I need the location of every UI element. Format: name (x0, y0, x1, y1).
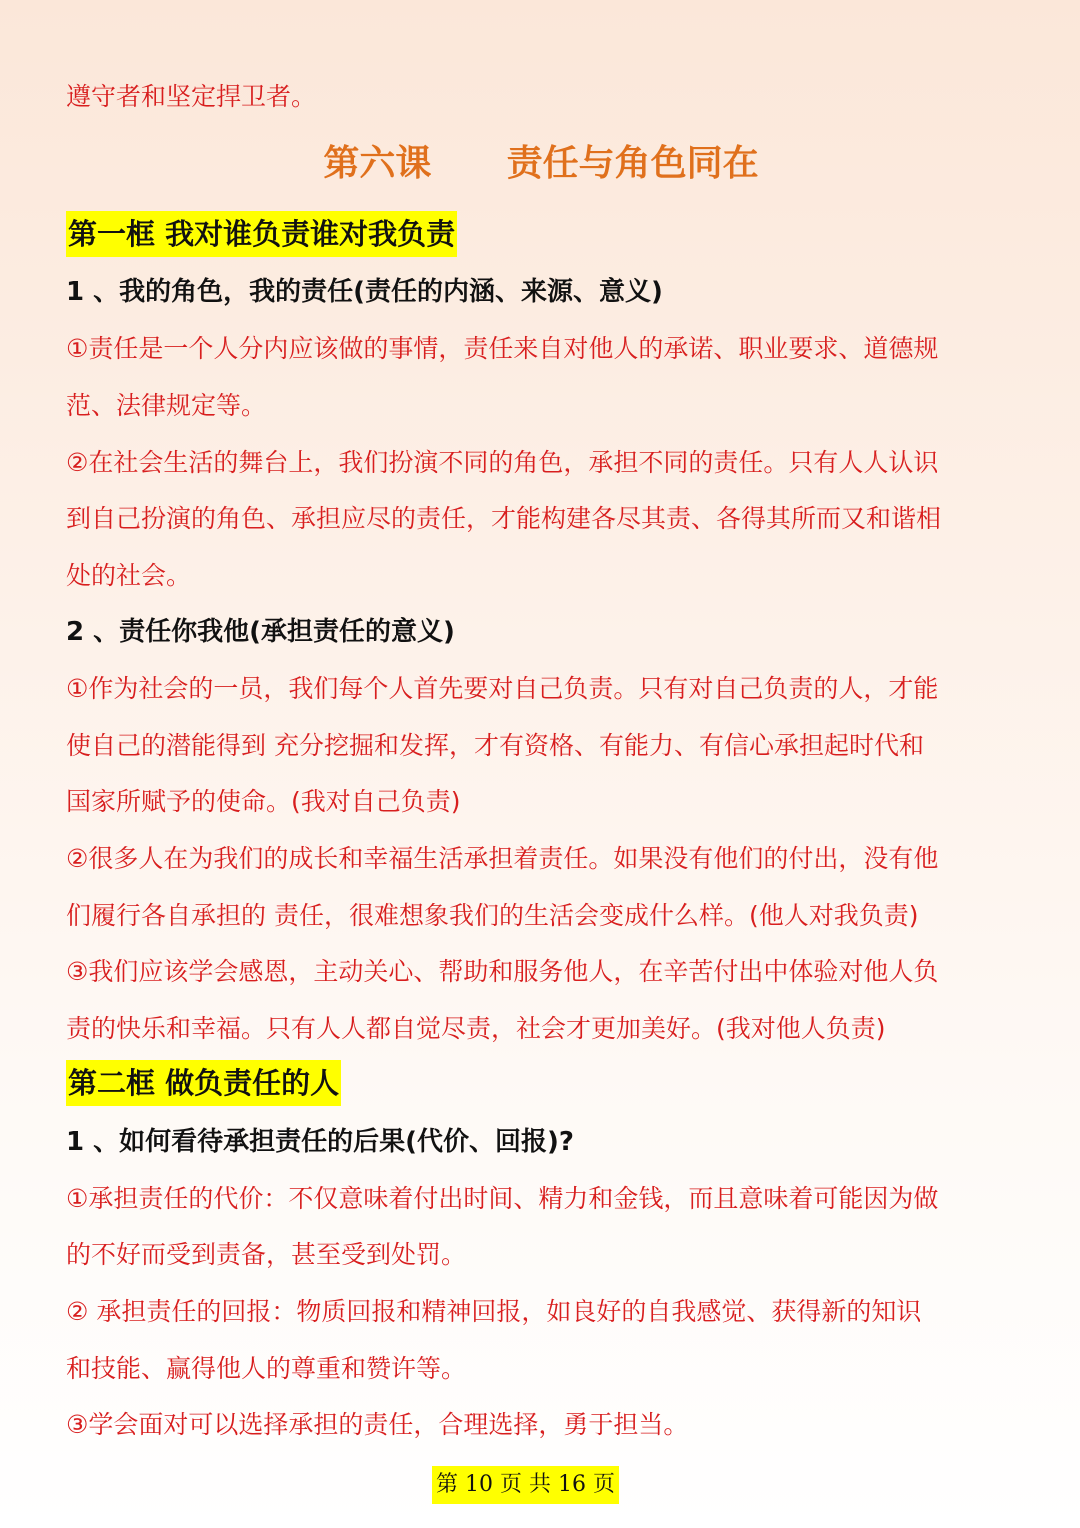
body-text-line: 处的社会。 (66, 561, 192, 590)
continued-text-line: 遵守者和坚定捍卫者。 (66, 82, 317, 111)
body-text-line: 们履行各自承担的 责任，很难想象我们的生活会变成什么样。(他人对我负责) (66, 901, 919, 930)
body-text-line: ①责任是一个人分内应该做的事情，责任来自对他人的承诺、职业要求、道德规 (66, 334, 939, 363)
body-text-line: 到自己扮演的角色、承担应尽的责任，才能构建各尽其责、各得其所而又和谐相 (66, 504, 942, 533)
body-text-line: ②在社会生活的舞台上，我们扮演不同的角色，承担不同的责任。只有人人认识 (66, 448, 939, 477)
body-text-line: 使自己的潜能得到 充分挖掘和发挥，才有资格、有能力、有信心承担起时代和 (66, 731, 924, 760)
frame1-section1-heading: 1 、我的角色，我的责任(责任的内涵、来源、意义) (66, 277, 663, 307)
frame2-section1-heading: 1 、如何看待承担责任的后果(代价、回报)? (66, 1127, 574, 1157)
body-text-line: ①作为社会的一员，我们每个人首先要对自己负责。只有对自己负责的人，才能 (66, 674, 939, 703)
body-text-line: ③学会面对可以选择承担的责任，合理选择，勇于担当。 (66, 1410, 689, 1439)
frame2-heading: 第二框 做负责任的人 (66, 1060, 341, 1106)
body-text-line: ③我们应该学会感恩，主动关心、帮助和服务他人，在辛苦付出中体验对他人负 (66, 957, 939, 986)
body-text-line: 范、法律规定等。 (66, 391, 267, 420)
body-text-line: ②很多人在为我们的成长和幸福生活承担着责任。如果没有他们的付出，没有他 (66, 844, 939, 873)
body-text-line: ①承担责任的代价：不仅意味着付出时间、精力和金钱，而且意味着可能因为做 (66, 1184, 939, 1213)
body-text-line: 责的快乐和幸福。只有人人都自觉尽责，社会才更加美好。(我对他人负责) (66, 1014, 886, 1043)
body-text-line: ② 承担责任的回报：物质回报和精神回报，如良好的自我感觉、获得新的知识 (66, 1297, 922, 1326)
frame1-heading: 第一框 我对谁负责谁对我负责 (66, 211, 457, 257)
body-text-line: 国家所赋予的使命。(我对自己负责) (66, 787, 461, 816)
lesson-title: 第六课 责任与角色同在 (323, 143, 759, 184)
body-text-line: 的不好而受到责备，甚至受到处罚。 (66, 1240, 467, 1269)
frame1-section2-heading: 2 、责任你我他(承担责任的意义) (66, 617, 455, 647)
body-text-line: 和技能、赢得他人的尊重和赞许等。 (66, 1354, 467, 1383)
page-number: 第 10 页 共 16 页 (432, 1466, 619, 1504)
